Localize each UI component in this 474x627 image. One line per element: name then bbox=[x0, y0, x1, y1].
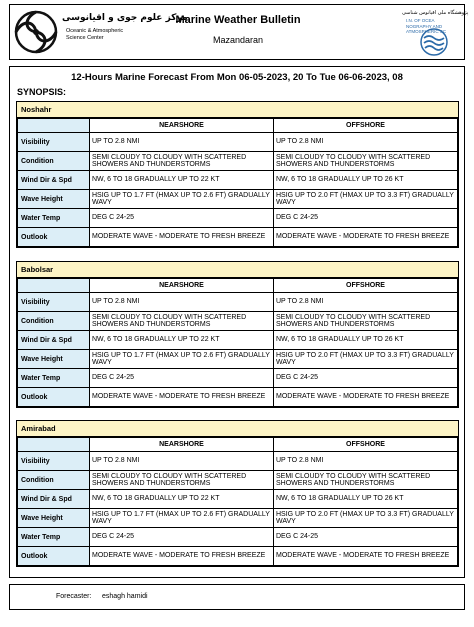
offshore-value: DEG C 24-25 bbox=[274, 209, 458, 228]
row-label: Visibility bbox=[18, 452, 90, 471]
nearshore-header: NEARSHORE bbox=[90, 119, 274, 133]
offshore-value: HSIG UP TO 2.0 FT (HMAX UP TO 3.3 FT) GRADUALLY WAVY bbox=[274, 350, 458, 369]
wave-emblem-icon bbox=[420, 28, 448, 56]
nearshore-value: UP TO 2.8 NMI bbox=[90, 452, 274, 471]
station-amirabad bbox=[16, 420, 459, 567]
nearshore-value: UP TO 2.8 NMI bbox=[90, 133, 274, 152]
oasc-persian-name: مرکز علوم جوی و اقیانوسی bbox=[62, 13, 188, 23]
nearshore-header: NEARSHORE bbox=[90, 279, 274, 293]
row-label: Wave Height bbox=[18, 350, 90, 369]
table-row bbox=[18, 452, 458, 471]
bulletin-header bbox=[9, 4, 469, 60]
inio-persian-name: پژوهشگاه ملی اقیانوس شناسی bbox=[402, 10, 469, 16]
oasc-logo bbox=[14, 8, 188, 58]
offshore-value: UP TO 2.8 NMI bbox=[274, 133, 458, 152]
station-name: Babolsar bbox=[17, 262, 458, 278]
forecaster-name: eshagh hamidi bbox=[102, 593, 148, 600]
table-row bbox=[18, 312, 458, 331]
row-label: Visibility bbox=[18, 133, 90, 152]
row-label: Visibility bbox=[18, 293, 90, 312]
row-label: Condition bbox=[18, 312, 90, 331]
offshore-value: NW, 6 TO 18 GRADUALLY UP TO 26 KT bbox=[274, 331, 458, 350]
table-row bbox=[18, 471, 458, 490]
row-label: Condition bbox=[18, 152, 90, 171]
offshore-value: DEG C 24-25 bbox=[274, 528, 458, 547]
swirl-logo-icon bbox=[14, 10, 58, 54]
row-label: Water Temp bbox=[18, 209, 90, 228]
offshore-value: NW, 6 TO 18 GRADUALLY UP TO 26 KT bbox=[274, 171, 458, 190]
table-row bbox=[18, 350, 458, 369]
table-row bbox=[18, 547, 458, 566]
table-row bbox=[18, 388, 458, 407]
forecast-title: 12-Hours Marine Forecast From Mon 06-05-2023, 20 To Tue 06-06-2023, 08 bbox=[71, 72, 403, 83]
synopsis-label: SYNOPSIS: bbox=[17, 87, 67, 97]
nearshore-value: NW, 6 TO 18 GRADUALLY UP TO 22 KT bbox=[90, 490, 274, 509]
table-row bbox=[18, 369, 458, 388]
forecast-table bbox=[17, 118, 458, 247]
offshore-value: SEMI CLOUDY TO CLOUDY WITH SCATTERED SHOWERS AND THUNDERSTORMS bbox=[274, 152, 458, 171]
row-label: Wave Height bbox=[18, 190, 90, 209]
inio-english-name: I.N. OF OCEA NOGRAPHY AND ATMOSPHERIC SC bbox=[406, 18, 447, 34]
header-blank-cell bbox=[18, 279, 90, 293]
row-label: Outlook bbox=[18, 547, 90, 566]
header-blank-cell bbox=[18, 119, 90, 133]
nearshore-value: HSIG UP TO 1.7 FT (HMAX UP TO 2.6 FT) GRADUALLY WAVY bbox=[90, 350, 274, 369]
header-blank-cell bbox=[18, 438, 90, 452]
table-row bbox=[18, 490, 458, 509]
nearshore-value: MODERATE WAVE - MODERATE TO FRESH BREEZE bbox=[90, 547, 274, 566]
inio-logo bbox=[378, 8, 469, 58]
table-row bbox=[18, 190, 458, 209]
table-row bbox=[18, 331, 458, 350]
title-block bbox=[140, 5, 336, 45]
row-label: Outlook bbox=[18, 388, 90, 407]
nearshore-value: HSIG UP TO 1.7 FT (HMAX UP TO 2.6 FT) GRADUALLY WAVY bbox=[90, 509, 274, 528]
forecaster-footer bbox=[9, 584, 465, 610]
nearshore-value: HSIG UP TO 1.7 FT (HMAX UP TO 2.6 FT) GRADUALLY WAVY bbox=[90, 190, 274, 209]
forecast-table bbox=[17, 278, 458, 407]
nearshore-value: DEG C 24-25 bbox=[90, 209, 274, 228]
table-row bbox=[18, 528, 458, 547]
offshore-value: SEMI CLOUDY TO CLOUDY WITH SCATTERED SHOWERS AND THUNDERSTORMS bbox=[274, 471, 458, 490]
row-label: Wind Dir & Spd bbox=[18, 331, 90, 350]
row-label: Wave Height bbox=[18, 509, 90, 528]
row-label: Outlook bbox=[18, 228, 90, 247]
table-row bbox=[18, 133, 458, 152]
table-row bbox=[18, 509, 458, 528]
station-name: Noshahr bbox=[17, 102, 458, 118]
row-label: Condition bbox=[18, 471, 90, 490]
row-label: Water Temp bbox=[18, 528, 90, 547]
offshore-value: MODERATE WAVE - MODERATE TO FRESH BREEZE bbox=[274, 388, 458, 407]
offshore-value: MODERATE WAVE - MODERATE TO FRESH BREEZE bbox=[274, 547, 458, 566]
table-row bbox=[18, 228, 458, 247]
offshore-header: OFFSHORE bbox=[274, 279, 458, 293]
nearshore-value: SEMI CLOUDY TO CLOUDY WITH SCATTERED SHOWERS AND THUNDERSTORMS bbox=[90, 312, 274, 331]
row-label: Wind Dir & Spd bbox=[18, 490, 90, 509]
offshore-value: DEG C 24-25 bbox=[274, 369, 458, 388]
region-name: Mazandaran bbox=[212, 35, 264, 45]
offshore-value: UP TO 2.8 NMI bbox=[274, 452, 458, 471]
offshore-value: HSIG UP TO 2.0 FT (HMAX UP TO 3.3 FT) GRADUALLY WAVY bbox=[274, 190, 458, 209]
row-label: Wind Dir & Spd bbox=[18, 171, 90, 190]
row-label: Water Temp bbox=[18, 369, 90, 388]
bulletin-title: Marine Weather Bulletin bbox=[175, 14, 301, 26]
offshore-value: MODERATE WAVE - MODERATE TO FRESH BREEZE bbox=[274, 228, 458, 247]
nearshore-value: SEMI CLOUDY TO CLOUDY WITH SCATTERED SHOWERS AND THUNDERSTORMS bbox=[90, 471, 274, 490]
nearshore-header: NEARSHORE bbox=[90, 438, 274, 452]
table-row bbox=[18, 152, 458, 171]
station-noshahr bbox=[16, 101, 459, 248]
nearshore-value: MODERATE WAVE - MODERATE TO FRESH BREEZE bbox=[90, 228, 274, 247]
oasc-english-name: Oceanic & Atmospheric Science Center bbox=[66, 28, 124, 41]
station-babolsar bbox=[16, 261, 459, 408]
offshore-value: NW, 6 TO 18 GRADUALLY UP TO 26 KT bbox=[274, 490, 458, 509]
forecast-frame bbox=[9, 66, 465, 578]
offshore-header: OFFSHORE bbox=[274, 119, 458, 133]
table-row bbox=[18, 171, 458, 190]
offshore-header: OFFSHORE bbox=[274, 438, 458, 452]
nearshore-value: DEG C 24-25 bbox=[90, 528, 274, 547]
nearshore-value: NW, 6 TO 18 GRADUALLY UP TO 22 KT bbox=[90, 171, 274, 190]
offshore-value: SEMI CLOUDY TO CLOUDY WITH SCATTERED SHOWERS AND THUNDERSTORMS bbox=[274, 312, 458, 331]
table-row bbox=[18, 293, 458, 312]
nearshore-value: MODERATE WAVE - MODERATE TO FRESH BREEZE bbox=[90, 388, 274, 407]
forecaster-label: Forecaster: bbox=[56, 593, 92, 600]
bulletin-page bbox=[9, 4, 469, 610]
nearshore-value: SEMI CLOUDY TO CLOUDY WITH SCATTERED SHOWERS AND THUNDERSTORMS bbox=[90, 152, 274, 171]
nearshore-value: UP TO 2.8 NMI bbox=[90, 293, 274, 312]
forecast-table bbox=[17, 437, 458, 566]
station-name: Amirabad bbox=[17, 421, 458, 437]
offshore-value: HSIG UP TO 2.0 FT (HMAX UP TO 3.3 FT) GRADUALLY WAVY bbox=[274, 509, 458, 528]
table-row bbox=[18, 209, 458, 228]
nearshore-value: NW, 6 TO 18 GRADUALLY UP TO 22 KT bbox=[90, 331, 274, 350]
offshore-value: UP TO 2.8 NMI bbox=[274, 293, 458, 312]
nearshore-value: DEG C 24-25 bbox=[90, 369, 274, 388]
